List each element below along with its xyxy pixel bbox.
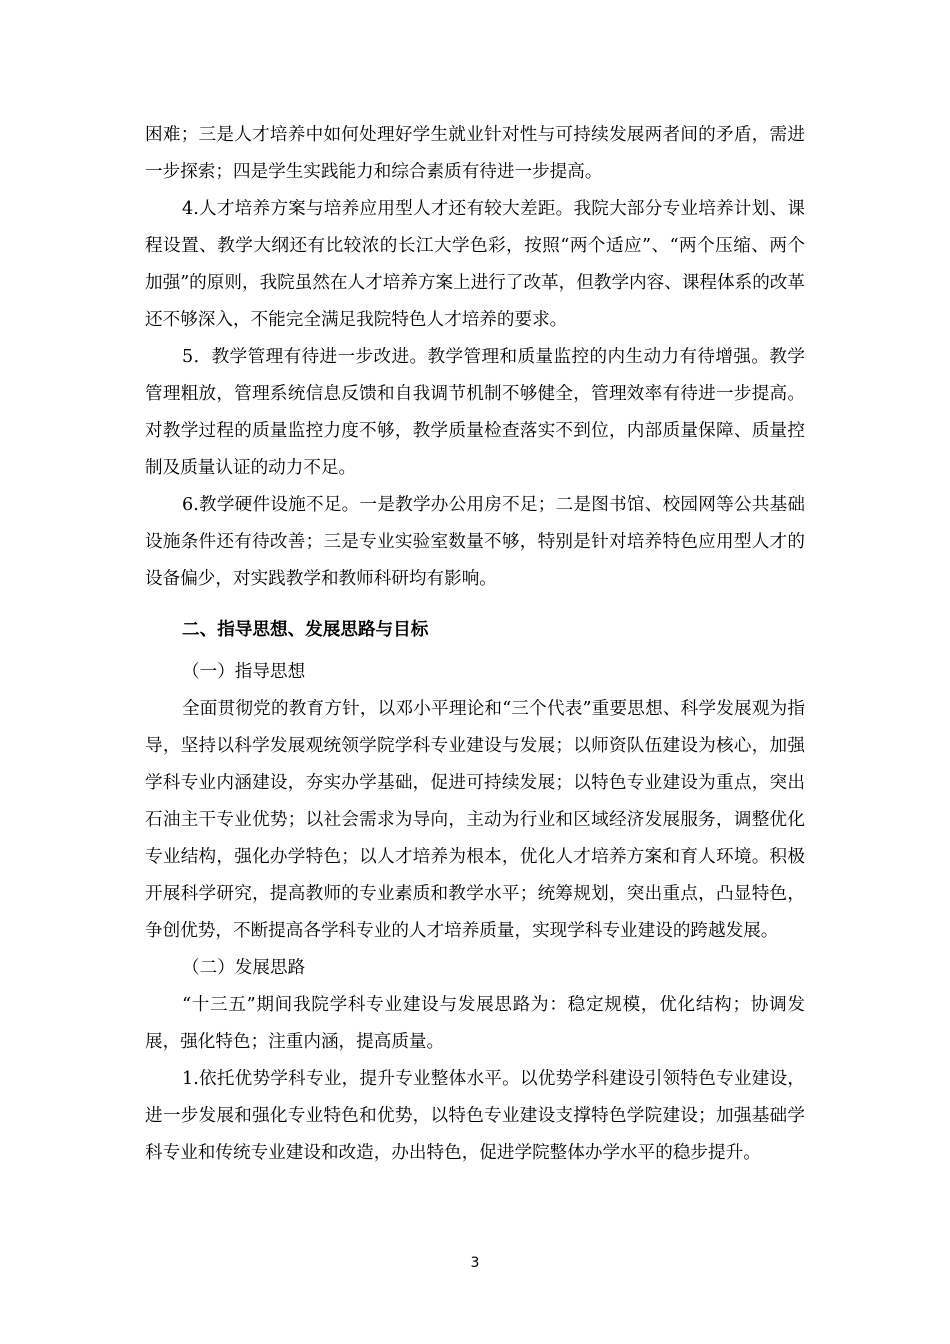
subsection-heading-development: （二）发展思路 <box>182 958 306 978</box>
paragraph-continuation: 困难；三是人才培养中如何处理好学生就业针对性与可持续发展两者间的矛盾，需进一步探索；四是学生实践能力和综合素质有待进一步提高。 <box>145 125 805 182</box>
paragraph-item-6: 6.教学硬件设施不足。一是教学办公用房不足；二是图书馆、校园网等公共基础设施条件还有待改善；三是专业实验室数量不够，特别是针对培养特色应用型人才的设备偏少，对实践教学和教师科研均有影响。 <box>145 495 805 589</box>
document-body <box>145 117 805 1172</box>
paragraph-item-4: 4.人才培养方案与培养应用型人才还有较大差距。我院大部分专业培养计划、课程设置、教学大纲还有比较浓的长江大学色彩，按照“两个适应”、“两个压缩、两个加强”的原则，我院虽然在人才培养方案上进行了改革，但教学内容、课程体系的改革还不够深入，不能完全满足我院特色人才培养的要求。 <box>145 199 805 330</box>
subsection-heading-guiding: （一）指导思想 <box>182 662 306 682</box>
paragraph-item-5: 5．教学管理有待进一步改进。教学管理和质量监控的内生动力有待增强。教学管理粗放，管理系统信息反馈和自我调节机制不够健全，管理效率有待进一步提高。对教学过程的质量监控力度不够，教学质量检查落实不到位，内部质量保障、质量控制及质量认证的动力不足。 <box>145 347 805 478</box>
section-heading: 二、指导思想、发展思路与目标 <box>182 620 429 640</box>
paragraph-development-ideas: “十三五”期间我院学科专业建设与发展思路为：稳定规模，优化结构；协调发展，强化特色；注重内涵，提高质量。 <box>145 995 805 1052</box>
paragraph-point-1: 1.依托优势学科专业，提升专业整体水平。以优势学科建设引领特色专业建设，进一步发展和强化专业特色和优势，以特色专业建设支撑特色学院建设；加强基础学科专业和传统专业建设和改造，办出特色，促进学院整体办学水平的稳步提升。 <box>145 1069 805 1163</box>
page-number: 3 <box>470 1255 480 1271</box>
paragraph-guiding-thought: 全面贯彻党的教育方针，以邓小平理论和“三个代表”重要思想、科学发展观为指导，坚持以科学发展观统领学院学科专业建设与发展；以师资队伍建设为核心，加强学科专业内涵建设，夯实办学基础，促进可持续发展；以特色专业建设为重点，突出石油主干专业优势；以社会需求为导向，主动为行业和区域经济发展服务，调整优化专业结构，强化办学特色；以人才培养为根本，优化人才培养方案和育人环境。积极开展科学研究，提高教师的专业素质和教学水平；统筹规划，突出重点，凸显特色，争创优势，不断提高各学科专业的人才培养质量，实现学科专业建设的跨越发展。 <box>145 699 805 941</box>
